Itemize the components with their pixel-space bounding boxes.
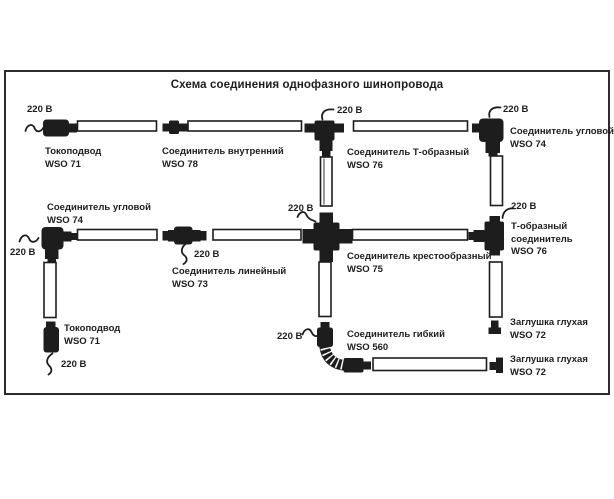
endcap-right — [489, 321, 502, 335]
track-segment — [78, 230, 158, 241]
voltage-label: 220 В — [61, 359, 87, 370]
component-model: WSO 73 — [172, 278, 208, 290]
label-endcap-right — [510, 317, 588, 342]
component-name: Токоподвод — [45, 146, 102, 157]
label-t-connector-right — [511, 221, 575, 259]
label-endcap-bottom — [510, 354, 588, 379]
diagram-title: Схема соединения однофазного шинопровода — [170, 79, 444, 91]
voltage-label: 220 В — [194, 249, 220, 260]
component-model: WSO 560 — [347, 341, 389, 353]
feed-connector-bottom — [44, 322, 60, 353]
component-name: Т-образный соединитель — [511, 221, 573, 245]
label-corner-connector-left — [47, 202, 151, 227]
t-connector-right — [469, 216, 505, 256]
supply-cord — [303, 329, 319, 336]
track-segment — [78, 121, 157, 131]
label-flexible-connector — [347, 329, 445, 354]
component-name: Соединитель крестообразный — [347, 251, 492, 262]
endcap-bottom — [490, 358, 504, 374]
component-name: Соединитель гибкий — [347, 329, 445, 340]
track-segment — [354, 121, 468, 131]
supply-cord — [26, 125, 44, 131]
t-connector-top — [305, 121, 345, 157]
track-segment — [353, 230, 468, 241]
component-model: WSO 72 — [510, 329, 546, 341]
voltage-label: 220 В — [10, 247, 36, 258]
track-segment — [44, 263, 56, 318]
leader-hook — [489, 107, 500, 117]
component-model: WSO 76 — [347, 159, 383, 171]
track-segment — [213, 230, 301, 241]
component-model: WSO 74 — [510, 138, 546, 150]
label-t-connector-top — [347, 147, 469, 172]
component-model: WSO 72 — [510, 366, 546, 378]
component-name: Заглушка глухая — [510, 317, 588, 328]
linear-connector — [163, 227, 207, 245]
component-name: Заглушка глухая — [510, 354, 588, 365]
component-model: WSO 75 — [347, 263, 383, 275]
component-model: WSO 76 — [511, 246, 547, 257]
feed-connector-top — [43, 120, 77, 137]
corner-connector-top-right — [472, 119, 504, 157]
component-name: Токоподвод — [64, 323, 121, 334]
voltage-label: 220 В — [503, 104, 529, 115]
component-name: Соединитель Т-образный — [347, 147, 470, 158]
component-model: WSO 74 — [47, 214, 83, 226]
voltage-label: 220 В — [277, 331, 303, 342]
label-cross-connector — [347, 251, 491, 276]
corner-connector-left — [42, 227, 78, 263]
component-model: WSO 71 — [45, 158, 81, 170]
component-model: WSO 71 — [64, 335, 100, 347]
voltage-label: 220 В — [27, 104, 53, 115]
track-segment — [188, 121, 302, 131]
label-feed-top — [45, 146, 101, 171]
supply-cord — [47, 354, 52, 375]
component-name: Соединитель внутренний — [162, 146, 284, 157]
track-segment — [491, 156, 503, 206]
track-segment — [321, 157, 333, 206]
supply-cord — [182, 244, 187, 265]
leader-hook — [322, 109, 334, 119]
voltage-label: 220 В — [288, 203, 314, 214]
component-name: Соединитель угловой — [47, 202, 151, 213]
voltage-label: 220 В — [511, 201, 537, 212]
internal-connector — [163, 121, 188, 135]
label-corner-connector-right — [510, 126, 614, 151]
track-segment — [319, 262, 331, 317]
component-model: WSO 78 — [162, 158, 198, 170]
track-segment — [373, 358, 487, 371]
supply-cord — [20, 235, 39, 241]
component-name: Соединитель линейный — [172, 266, 287, 277]
flexible-hose — [325, 346, 346, 366]
label-linear-connector — [172, 266, 286, 291]
label-feed-bottom — [64, 323, 120, 348]
voltage-label: 220 В — [337, 105, 363, 116]
label-internal-connector — [162, 146, 284, 171]
component-name: Соединитель угловой — [510, 126, 614, 137]
